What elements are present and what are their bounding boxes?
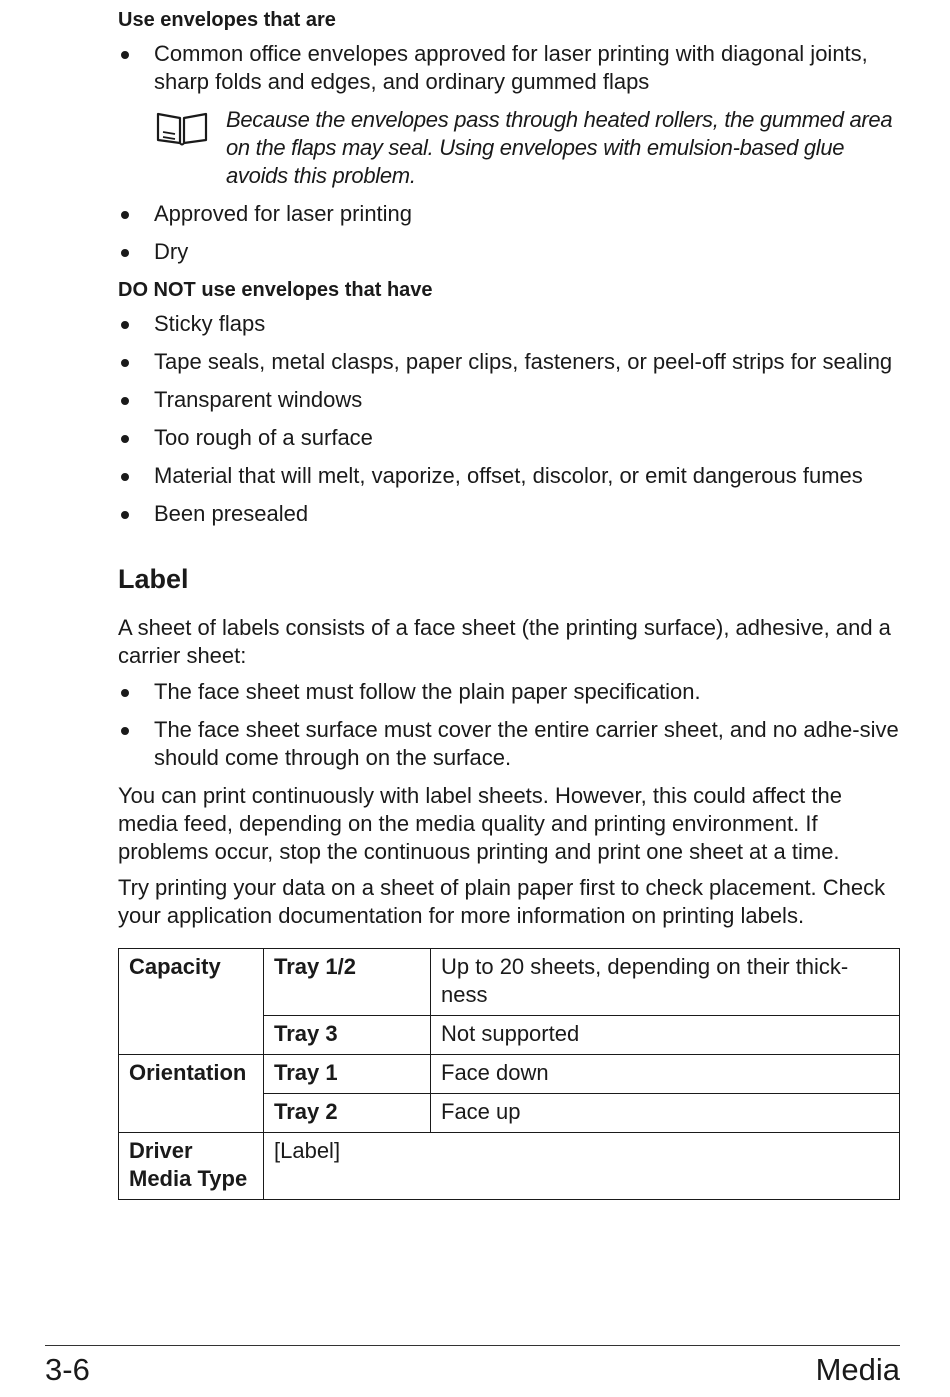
label-section-title: Label: [118, 564, 189, 594]
capacity-label: Capacity: [119, 949, 264, 1055]
tray1-orientation-value: Face down: [431, 1055, 900, 1094]
label-paragraph-placement: Try printing your data on a sheet of plain paper first to check placement. Check your application documentation for more information on printing labels.: [118, 875, 886, 928]
footer-divider: [45, 1345, 900, 1346]
use-envelopes-heading: Use envelopes that are: [118, 9, 336, 31]
orientation-label: Orientation: [119, 1055, 264, 1133]
tray12-label: Tray 1/2: [264, 949, 431, 1016]
note-text: Because the envelopes pass through heated rollers, the gummed area on the flaps may seal. Using envelopes with emulsion-based glue avoids this problem.: [226, 107, 893, 188]
driver-media-type-value: [Label]: [264, 1133, 900, 1200]
do-not-use-list: [118, 310, 900, 528]
label-requirements-list: [118, 678, 900, 772]
do-not-use-heading: DO NOT use envelopes that have: [118, 279, 433, 301]
tray3-capacity-value: Not supported: [431, 1016, 900, 1055]
list-item: The face sheet must follow the plain paper specification.: [118, 678, 900, 706]
tray2-label: Tray 2: [264, 1094, 431, 1133]
list-item: Common office envelopes approved for laser printing with diagonal joints, sharp folds and edges, and ordinary gummed flaps: [118, 40, 900, 96]
tray2-orientation-value: Face up: [431, 1094, 900, 1133]
list-item: Dry: [118, 238, 900, 266]
table-row: [119, 949, 900, 1016]
tray3-label: Tray 3: [264, 1016, 431, 1055]
label-spec-table: [118, 948, 900, 1200]
open-book-note-icon: [156, 110, 208, 146]
list-item: Approved for laser printing: [118, 200, 900, 228]
footer-section-name: Media: [815, 1352, 900, 1387]
label-intro: A sheet of labels consists of a face sheet (the printing surface), adhesive, and a carrier sheet:: [118, 615, 891, 668]
use-envelopes-list: [118, 40, 900, 96]
use-envelopes-list-cont: [118, 200, 900, 266]
table-row: [119, 1055, 900, 1094]
tray1-label: Tray 1: [264, 1055, 431, 1094]
page-number: 3-6: [45, 1352, 90, 1387]
list-item: Too rough of a surface: [118, 424, 900, 452]
driver-media-type-label: Driver Media Type: [119, 1133, 264, 1200]
table-row: [119, 1133, 900, 1200]
list-item: Tape seals, metal clasps, paper clips, fasteners, or peel-off strips for sealing: [118, 348, 900, 376]
list-item: Been presealed: [118, 500, 900, 528]
page-content: [118, 6, 900, 1200]
list-item: Material that will melt, vaporize, offset, discolor, or emit dangerous fumes: [118, 462, 900, 490]
tray12-capacity-value: Up to 20 sheets, depending on their thick-ness: [431, 949, 900, 1016]
list-item: The face sheet surface must cover the entire carrier sheet, and no adhe-sive should come through on the surface.: [118, 716, 900, 772]
list-item: Sticky flaps: [118, 310, 900, 338]
label-paragraph-continuous: You can print continuously with label sheets. However, this could affect the media feed, depending on the media quality and printing environment. If problems occur, stop the continuous printing and print one sheet at a time.: [118, 783, 842, 864]
list-item: Transparent windows: [118, 386, 900, 414]
note-block: [118, 106, 900, 190]
